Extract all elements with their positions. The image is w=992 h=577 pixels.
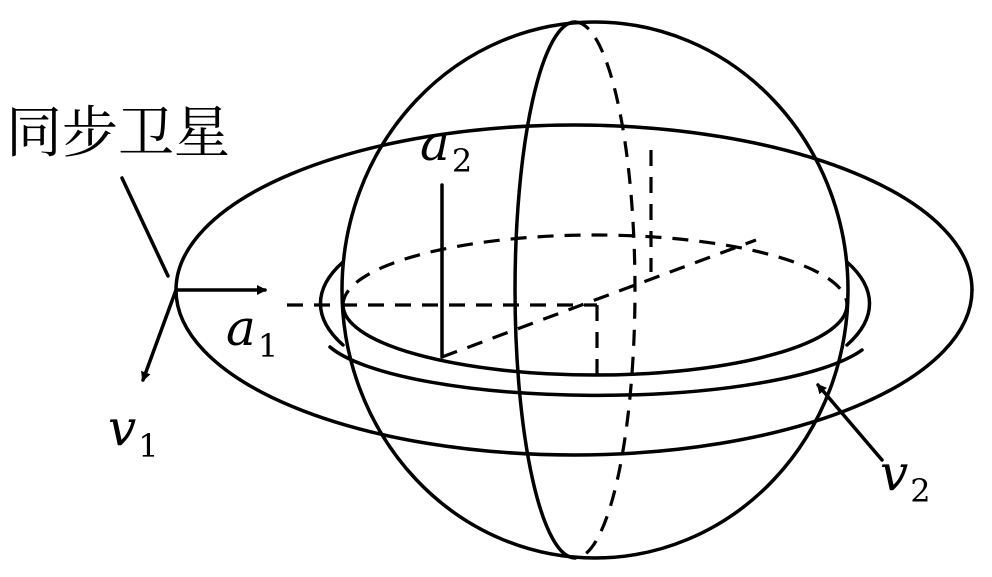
a2-label: a2 bbox=[420, 114, 473, 180]
earth-sphere bbox=[342, 22, 848, 558]
v2-label: v2 bbox=[880, 444, 931, 510]
satellite-orbit-front bbox=[176, 290, 972, 455]
a1-label: a1 bbox=[226, 299, 279, 365]
equator-back bbox=[343, 235, 847, 305]
radius-diagonal bbox=[442, 240, 756, 357]
v2-arrow bbox=[818, 385, 882, 460]
satellite-label: 同步卫星 bbox=[6, 101, 230, 166]
earth-meridian-front bbox=[515, 22, 575, 558]
v1-arrow bbox=[143, 290, 176, 380]
satellite-pointer-line bbox=[122, 178, 168, 276]
v1-label: v1 bbox=[108, 399, 159, 465]
equator-front bbox=[343, 305, 847, 375]
latitude-ring-right bbox=[847, 262, 870, 345]
